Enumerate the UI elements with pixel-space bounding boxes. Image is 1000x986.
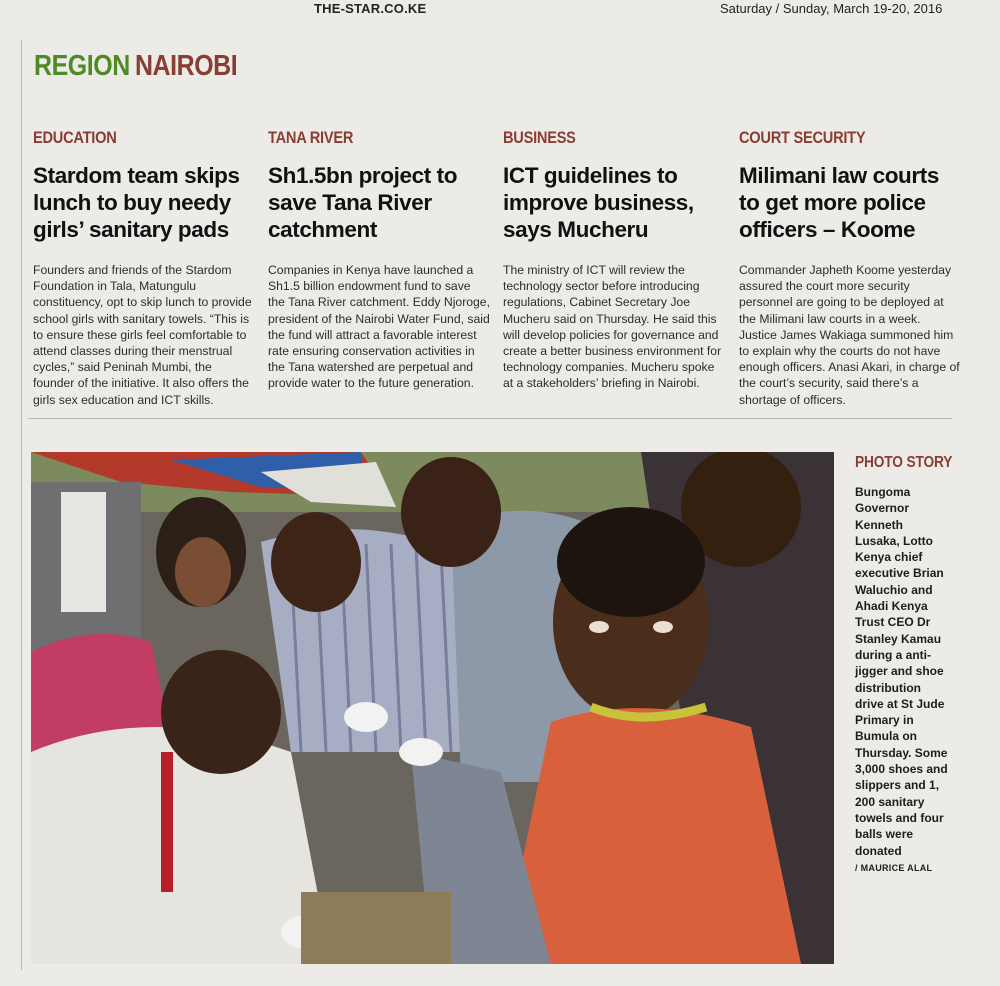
story-headline: Milimani law courts to get more police officers – Koome	[739, 163, 939, 242]
story-body: The ministry of ICT will review the technology sector before introducing regulations, Cabinet Secretary Joe Mucheru said on Thursday. He said this will develop policies for governance and create a better business environment for technology companies. Mucheru spoke at a stakeholders’ briefing in Nairobi.	[503, 263, 722, 391]
story-body: Founders and friends of the Stardom Foundation in Tala, Matungulu constituency, opt to skip lunch to provide school girls with sanitary towels. “This is to ensure these girls feel comfortable to attend classes during their menstrual cycles,” said Peninah Mumbi, the founder of the initiative. It also offers the girls sex education and ICT skills.	[33, 263, 252, 407]
story-kicker: TANA RIVER	[268, 128, 354, 147]
story-business	[503, 128, 725, 391]
story-body: Commander Japheth Koome yesterday assured the court more security personnel are going to be deployed at the Milimani law courts in a week. Justice James Wakiaga summoned him to explain why the courts do not have enough officers. Anasi Akari, in charge of the court’s security, said there’s a shortage of officers.	[739, 263, 960, 407]
story-headline: Stardom team skips lunch to buy needy girls’ sanitary pads	[33, 163, 240, 242]
issue-date: Saturday / Sunday, March 19-20, 2016	[720, 1, 943, 16]
news-photo	[31, 452, 834, 964]
site-name: THE-STAR.CO.KE	[314, 1, 427, 16]
story-court-security	[739, 128, 961, 407]
story-body: Companies in Kenya have launched a Sh1.5 billion endowment fund to save the Tana River catchment. Eddy Njoroge, president of the Nairobi Water Fund, said the fund will attract a favorable interest rate ensuring conservation activities in the Tana watershed are perpetual and provide water to the future generation.	[268, 263, 490, 391]
photo-story-kicker: PHOTO STORY	[855, 454, 953, 471]
story-tana-river	[268, 128, 490, 391]
story-headline: Sh1.5bn project to save Tana River catchment	[268, 163, 458, 242]
story-headline: ICT guidelines to improve business, says Mucheru	[503, 163, 694, 242]
section-region-word: REGION	[34, 50, 130, 82]
story-kicker: BUSINESS	[503, 128, 576, 147]
section-header	[34, 50, 237, 83]
photo-story	[855, 454, 990, 873]
photo-credit: / MAURICE ALAL	[855, 862, 933, 873]
section-divider	[28, 418, 952, 419]
photo-caption: Bungoma Governor Kenneth Lusaka, Lotto Kenya chief executive Brian Waluchio and Ahadi Kenya Trust CEO Dr Stanley Kamau during a anti-jigger and shoe distribution drive at St Jude Primary in Bumula on Thursday. Some 3,000 shoes and slippers and 1, 200 sanitary towels and four balls were donated	[855, 485, 948, 858]
masthead-strip	[0, 0, 1000, 18]
photo-illustration	[31, 452, 834, 964]
story-education	[33, 128, 255, 407]
story-kicker: COURT SECURITY	[739, 128, 866, 147]
section-city-word: NAIROBI	[134, 50, 238, 82]
left-column-rule	[21, 40, 22, 970]
story-kicker: EDUCATION	[33, 128, 117, 147]
